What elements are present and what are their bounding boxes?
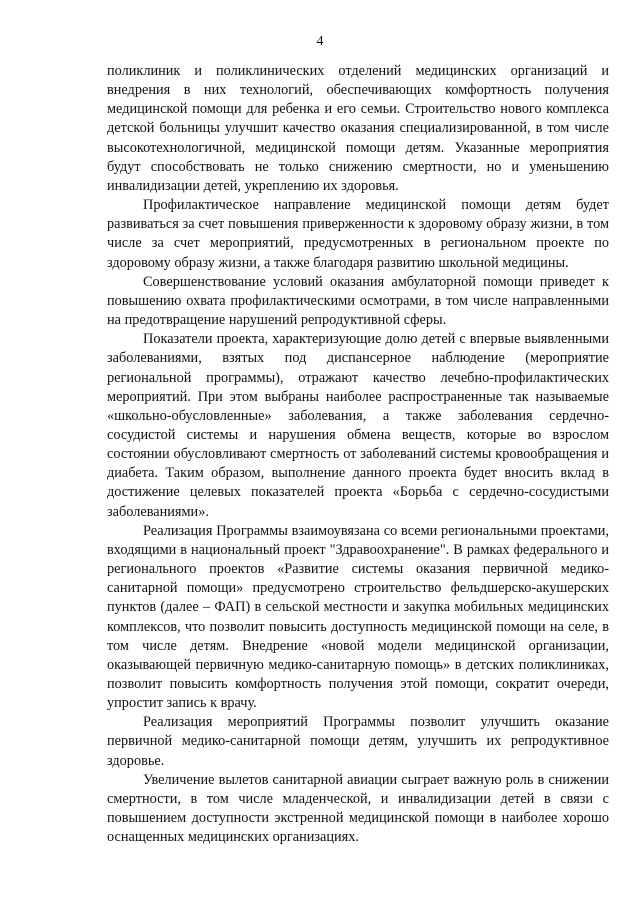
- paragraph-program-implementation: Реализация Программы взаимоувязана со всеми региональными проектами, входящими в национальный проект "Здравоохранение". В рамках федерального и регионального проектов «Развитие системы оказания первичной медико-санитарной помощи» предусмотрено строительство фельдшерско-акушерских пунктов (далее – ФАП) в сельской местности и закупка мобильных медицинских комплексов, что позволит повысить доступность медицинской помощи на селе, в том числе детям. Внедрение «новой модели медицинской организации, оказывающей первичную медико-санитарную помощь» в детских поликлиниках, позволит повысить комфортность получения этой помощи, сократит очереди, упростит запись к врачу.: [107, 522, 609, 712]
- paragraph-air-ambulance: Увеличение вылетов санитарной авиации сыграет важную роль в снижении смертности, в том числе младенческой, и инвалидизации детей в связи с повышением доступности экстренной медицинской помощи в наиболее хорошо оснащенных медицинских организациях.: [107, 771, 609, 846]
- paragraph-project-indicators: Показатели проекта, характеризующие долю детей с впервые выявленными заболеваниями, взятых под диспансерное наблюдение (мероприятие региональной программы), отражают качество лечебно-профилактических мероприятий. При этом выбраны наиболее распространенные так называемые «школьно-обусловленные» заболевания, а также заболевания сердечно-сосудистой системы и нарушения обмена веществ, которые во взрослом состоянии обусловливают смертность от заболеваний системы кровообращения и диабета. Таким образом, выполнение данного проекта будет вносить вклад в достижение целевых показателей проекта «Борьба с сердечно-сосудистыми заболеваниями».: [107, 331, 609, 520]
- paragraph-prevention: Профилактическое направление медицинской помощи детям будет развиваться за счет повышения приверженности к здоровому образу жизни, в том числе за счет мероприятий, предусмотренных в региональном проекте по здоровому образу жизни, а также благодаря развитию школьной медицины.: [107, 197, 609, 271]
- paragraph-outpatient-care: Совершенствование условий оказания амбулаторной помощи приведет к повышению охвата профилактическими осмотрами, в том числе направленными на предотвращение нарушений репродуктивной сферы.: [107, 273, 609, 329]
- paragraph-primary-care: Реализация мероприятий Программы позволит улучшить оказание первичной медико-санитарной помощи детям, улучшить их репродуктивное здоровье.: [107, 714, 609, 769]
- paragraph-continuation: поликлиник и поликлинических отделений медицинских организаций и внедрения в них технологий, обеспечивающих комфортность получения медицинской помощи для ребенка и его семьи. Строительство нового комплекса детской больницы улучшит качество оказания специализированной, в том числе высокотехнологичной, медицинской помощи детям. Указанные мероприятия будут способствовать не только снижению смертности, но и уменьшению инвалидизации детей, укреплению их здоровья.: [107, 63, 609, 194]
- document-body: [107, 62, 609, 847]
- page-number: 4: [316, 34, 324, 49]
